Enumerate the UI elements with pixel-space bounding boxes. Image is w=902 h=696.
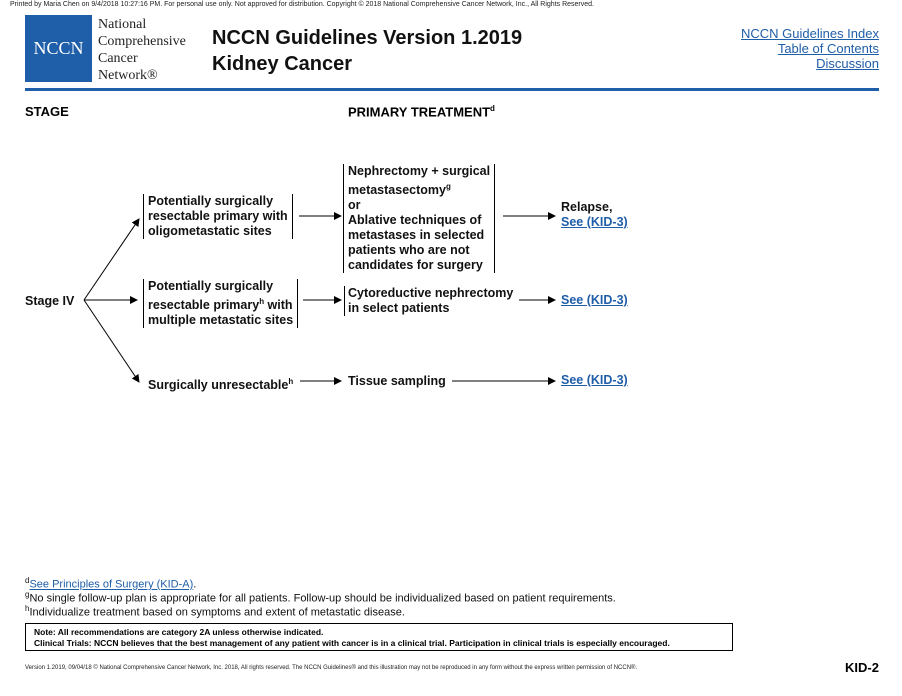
footnote-ref: g — [445, 182, 451, 191]
discussion-link[interactable]: Discussion — [816, 56, 879, 71]
treatment-line: in select patients — [348, 301, 450, 315]
principles-of-surgery-link[interactable]: See Principles of Surgery (KID-A) — [29, 578, 194, 591]
org-line: Network® — [98, 68, 158, 83]
footnote-marker: g — [25, 590, 30, 599]
relapse-label: Relapse, — [561, 200, 613, 214]
org-line: National — [98, 17, 147, 32]
branch1-line: resectable primary with — [148, 209, 288, 223]
primary-treatment-label: PRIMARY TREATMENT — [348, 104, 491, 120]
footnote-h — [25, 602, 405, 620]
branch2-line: Potentially surgically — [148, 279, 274, 293]
page-code: KID-2 — [845, 660, 879, 675]
arrow-stage-to-branch3 — [84, 300, 139, 382]
treatment-line: patients who are not — [348, 243, 470, 258]
clinical-trials-line: Clinical Trials: NCCN believes that the best management of any patient with cancer is in a clinical trial. Participation in clinical trials is especially encouraged. — [34, 638, 670, 648]
title-line-2: Kidney Cancer — [212, 53, 353, 75]
printed-notice: Printed by Maria Chen on 9/4/2018 10:27:16 PM. For personal use only. Not approved for distribution. Copyright © 2018 National Comprehensive Cancer Network, Inc., All Rights Reserved. — [10, 1, 594, 8]
footnote-ref: d — [490, 104, 495, 113]
table-of-contents-link[interactable]: Table of Contents — [777, 41, 879, 56]
org-line: Comprehensive — [98, 34, 186, 49]
version-footer: Version 1.2019, 09/04/18 © National Comprehensive Cancer Network, Inc. 2018, All rights reserved. The NCCN Guidelines® and this illustration may not be reproduced in any form without the express written permission of NCCN®. — [25, 665, 638, 671]
branch3-condition — [148, 374, 293, 393]
treatment-line: metastases in selected — [348, 228, 485, 243]
branch1-line: Potentially surgically — [148, 194, 274, 208]
branch3-text: Surgically unresectable — [148, 378, 289, 393]
org-line: Cancer — [98, 51, 138, 66]
branch1-treatment — [343, 164, 495, 273]
see-kid3-link[interactable]: See (KID-3) — [561, 215, 628, 229]
branch2-treatment — [344, 286, 513, 316]
branch1-outcome — [561, 200, 628, 230]
branch2-line — [148, 294, 293, 313]
see-kid3-link[interactable]: See (KID-3) — [561, 373, 628, 387]
note-line: Note: All recommendations are category 2A unless otherwise indicated. — [34, 627, 324, 637]
treatment-text: metastasectomy — [348, 183, 446, 198]
branch2-line: multiple metastatic sites — [148, 313, 294, 328]
footnote-marker: d — [25, 576, 30, 585]
branch1-line: oligometastatic sites — [148, 224, 272, 238]
logo-text: NCCN — [33, 38, 84, 58]
treatment-line — [348, 179, 490, 198]
arrow-stage-to-branch1 — [84, 219, 139, 300]
footnote-ref: h — [259, 297, 265, 306]
branch1-condition — [143, 194, 293, 239]
treatment-line: Ablative techniques of — [348, 213, 482, 228]
stage-iv-label: Stage IV — [25, 294, 75, 308]
treatment-line: Cytoreductive nephrectomy — [348, 286, 514, 300]
treatment-line: candidates for surgery — [348, 258, 483, 273]
footnote-marker: h — [25, 604, 30, 613]
title-line-1: NCCN Guidelines Version 1.2019 — [212, 27, 523, 49]
treatment-line: or — [348, 198, 361, 213]
branch3-treatment: Tissue sampling — [348, 374, 446, 388]
stage-column-header: STAGE — [25, 104, 69, 119]
branch2-text: resectable primary — [148, 298, 260, 313]
branch2-condition — [143, 279, 298, 328]
treatment-line: Nephrectomy + surgical — [348, 164, 491, 178]
footnote-ref: h — [288, 377, 294, 386]
see-kid3-link[interactable]: See (KID-3) — [561, 293, 628, 307]
footnote-text: . — [193, 578, 197, 591]
guidelines-index-link[interactable]: NCCN Guidelines Index — [740, 26, 879, 41]
branch2-text: with — [264, 298, 293, 313]
footnote-text: No single follow-up plan is appropriate for all patients. Follow-up should be individualized based on patient requirements. — [29, 592, 616, 605]
footnote-text: Individualize treatment based on symptoms and extent of metastatic disease. — [29, 606, 405, 619]
note-box — [25, 623, 733, 651]
